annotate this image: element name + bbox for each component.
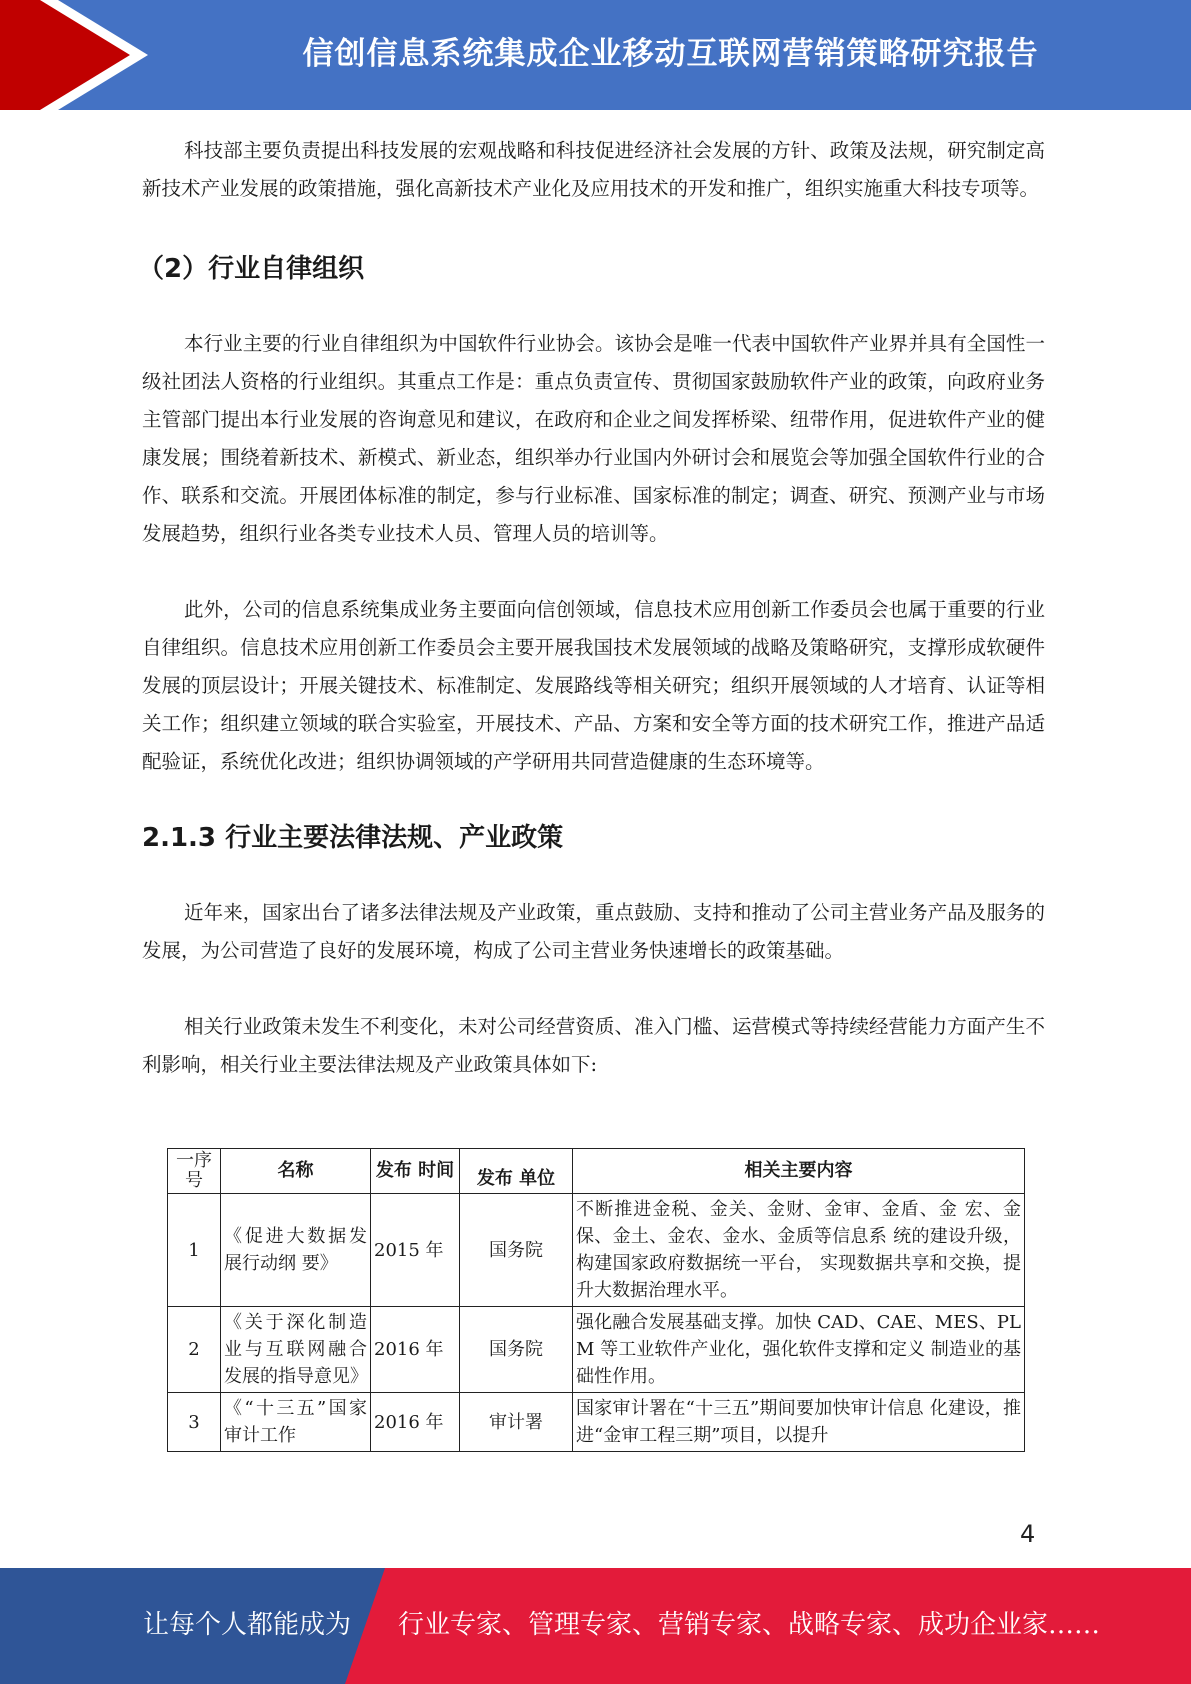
header-title: 信创信息系统集成企业移动互联网营销策略研究报告 [302,35,1039,72]
paragraph: 本行业主要的行业自律组织为中国软件行业协会。该协会是唯一代表中国软件产业界并具有全国性一级社团法人资格的行业组织。其重点工作是：重点负责宣传、贯彻国家鼓励软件产业的政策，向政府业务主管部门提出本行业发展的咨询意见和建议，在政府和企业之间发挥桥梁、纽带作用，促进软件产业的健康发展；围绕着新技术、新模式、新业态，组织举办行业国内外研讨会和展览会等加强全国软件行业的合作、联系和交流。开展团体标准的制定，参与行业标准、国家标准的制定；调查、研究、预测产业与市场发展趋势，组织行业各类专业技术人员、管理人员的培训等。 [142,332,1045,545]
table-row [168,1393,1025,1452]
cell-num: 3 [168,1393,221,1452]
table-row [168,1194,1025,1307]
footer-slogan-left: 让每个人都能成为 [143,1610,352,1640]
policy-table [167,1148,1025,1452]
cell-org: 审计署 [460,1393,573,1452]
cell-num: 2 [168,1307,221,1393]
page-footer [0,1568,1191,1684]
cell-content: 不断推进金税、金关、金财、金审、金盾、金 宏、金保、金土、金农、金水、金质等信息系 统的建设升级，构建国家政府数据统一平台， 实现数据共享和交换，提升大数据治理水平。 [573,1194,1025,1307]
cell-name: 《“十三五”国家审计工作 [221,1393,371,1452]
page-number: 4 [1020,1520,1036,1548]
page-header [0,0,1191,110]
header-org: 发布 单位 [460,1149,573,1194]
paragraph: 科技部主要负责提出科技发展的宏观战略和科技促进经济社会发展的方针、政策及法规，研究制定高新技术产业发展的政策措施，强化高新技术产业化及应用技术的开发和推广，组织实施重大科技专项等。 [142,139,1045,200]
cell-content: 强化融合发展基础支撑。加快 CAD、CAE、MES、PLM 等工业软件产业化，强化软件支撑和定义 制造业的基础性作用。 [573,1307,1025,1393]
cell-name: 《关于深化制造业与互联网融合发展的指导意见》 [221,1307,371,1393]
cell-content: 国家审计署在“十三五”期间要加快审计信息 化建设，推进“金审工程三期”项目，以提升 [573,1393,1025,1452]
section-heading: （2）行业自律组织 [138,254,365,284]
paragraph: 相关行业政策未发生不利变化，未对公司经营资质、准入门槛、运营模式等持续经营能力方面产生不利影响，相关行业主要法律法规及产业政策具体如下: [142,1015,1045,1076]
paragraph: 近年来，国家出台了诸多法律法规及产业政策，重点鼓励、支持和推动了公司主营业务产品及服务的发展，为公司营造了良好的发展环境，构成了公司主营业务快速增长的政策基础。 [142,901,1045,962]
header-num: 一序号 [168,1149,221,1194]
section-heading: 2.1.3 行业主要法律法规、产业政策 [142,823,564,853]
header-name: 名称 [221,1149,371,1194]
header-content: 相关主要内容 [573,1149,1025,1194]
footer-slogan-right: 行业专家、管理专家、营销专家、战略专家、成功企业家…… [398,1610,1101,1640]
table-header-row [168,1149,1025,1194]
cell-num: 1 [168,1194,221,1307]
cell-org: 国务院 [460,1307,573,1393]
cell-date: 2016 年 [371,1307,460,1393]
cell-name: 《促进大数据发展行动纲 要》 [221,1194,371,1307]
cell-date: 2016 年 [371,1393,460,1452]
paragraph: 此外，公司的信息系统集成业务主要面向信创领域，信息技术应用创新工作委员会也属于重要的行业自律组织。信息技术应用创新工作委员会主要开展我国技术发展领域的战略及策略研究，支撑形成软硬件发展的顶层设计；开展关键技术、标准制定、发展路线等相关研究；组织开展领域的人才培育、认证等相关工作；组织建立领域的联合实验室，开展技术、产品、方案和安全等方面的技术研究工作，推进产品适配验证，系统优化改进；组织协调领域的产学研用共同营造健康的生态环境等。 [142,598,1045,773]
table-row [168,1307,1025,1393]
document-body [138,132,1045,1084]
cell-org: 国务院 [460,1194,573,1307]
header-date: 发布 时间 [371,1149,460,1194]
cell-date: 2015 年 [371,1194,460,1307]
